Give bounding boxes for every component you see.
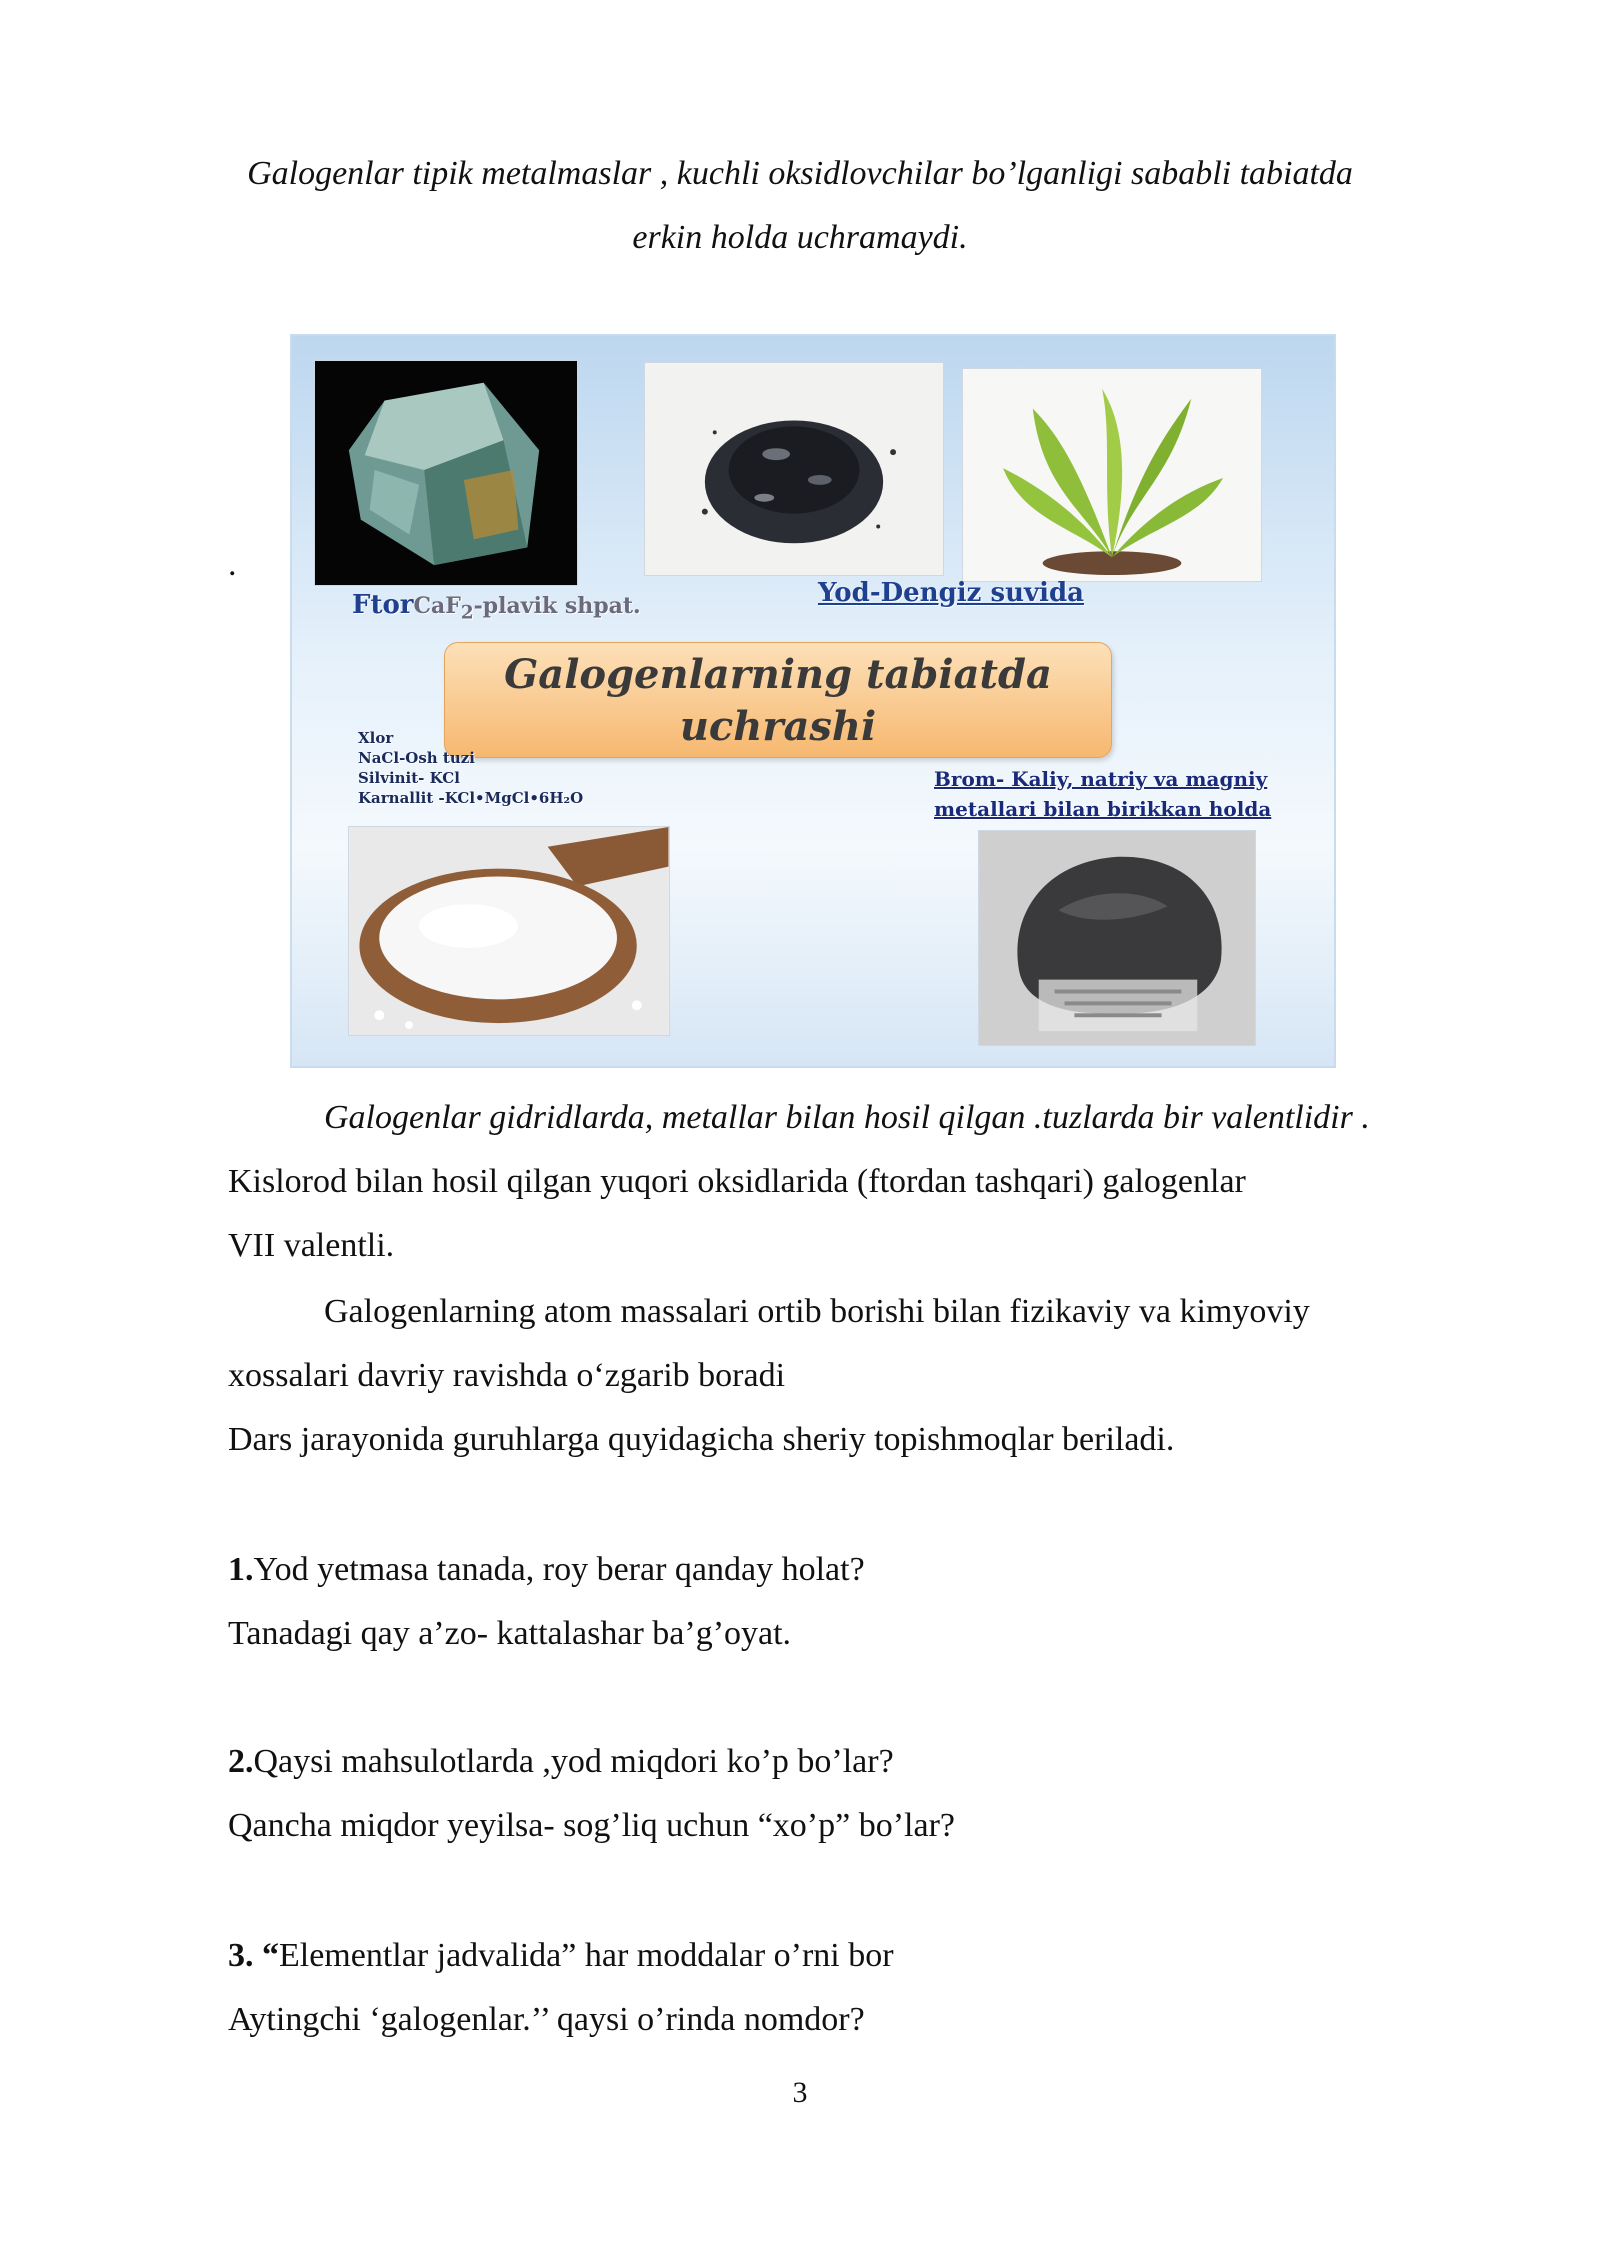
salt-spoon-icon: [349, 827, 669, 1035]
bromine-mineral-photo: [978, 830, 1256, 1046]
paragraph-2-line-2: xossalari davriy ravishda o‘zgarib boradi: [228, 1357, 786, 1394]
intro-line-1: Galogenlar tipik metalmaslar , kuchli oksidlovchilar bo’lganligi sababli tabiatda: [247, 155, 1353, 192]
bromine-rock-icon: [979, 831, 1255, 1045]
paragraph-1-line-3: VII valentli.: [228, 1227, 395, 1264]
xlor-line: Xlor: [358, 729, 394, 747]
riddle-2-line-1: 2.Qaysi mahsulotlarda ,yod miqdori ko’p bo’lar?: [228, 1743, 894, 1780]
xlor-line: Karnallit -KCl•MgCl•6H₂O: [358, 789, 584, 807]
paragraph-1-line-2: Kislorod bilan hosil qilgan yuqori oksidlarida (ftordan tashqari) galogenlar: [228, 1163, 1246, 1200]
salt-spoon-photo: [348, 826, 670, 1036]
brom-label: [934, 764, 1271, 824]
seaweed-icon: [963, 369, 1261, 581]
iodine-pile-icon: [645, 363, 943, 575]
brom-line-1: Brom- Kaliy, natriy va magniy: [934, 767, 1268, 791]
fluorite-crystal-icon: [315, 361, 577, 585]
page-number: 3: [792, 2076, 808, 2109]
xlor-line: NaCl-Osh tuzi: [358, 749, 475, 767]
figure-title-line-2: uchrashi: [679, 703, 877, 750]
riddle-3-line-1: 3. “Elementlar jadvalida” har moddalar o’rni bor: [228, 1937, 894, 1974]
xlor-label: [358, 728, 583, 808]
figure-title-line-1: Galogenlarning tabiatda: [504, 651, 1052, 698]
paragraph-2-line-1: Galogenlarning atom massalari ortib borishi bilan fizikaviy va kimyoviy: [324, 1293, 1310, 1330]
brom-line-2: metallari bilan birikkan holda: [934, 797, 1272, 821]
paragraph-1-line-1: Galogenlar gidridlarda, metallar bilan hosil qilgan .tuzlarda bir valentlidir .: [324, 1099, 1370, 1136]
ftor-element: Ftor: [352, 590, 414, 620]
iodine-crystals-photo: [644, 362, 944, 576]
riddle-1-line-2: Tanadagi qay a’zo- kattalashar ba’g’oyat.: [228, 1615, 792, 1652]
paragraph-3-line-1: Dars jarayonida guruhlarga quyidagicha sheriy topishmoqlar beriladi.: [228, 1421, 1175, 1458]
ftor-mineral: CaF$_2$-plavik shpat.: [413, 593, 641, 624]
seaweed-photo: [962, 368, 1262, 582]
intro-line-2: erkin holda uchramaydi.: [632, 219, 968, 256]
fluorite-crystal-photo: [314, 360, 578, 586]
xlor-line: Silvinit- KCl: [358, 769, 460, 787]
riddle-1-line-1: 1.Yod yetmasa tanada, roy berar qanday holat?: [228, 1551, 865, 1588]
ftor-label: [352, 590, 641, 623]
yod-label: Yod-Dengiz suvida: [818, 578, 1085, 608]
stray-dot: .: [228, 546, 237, 583]
riddle-3-line-2: Aytingchi ‘galogenlar.’’ qaysi o’rinda nomdor?: [228, 2001, 865, 2038]
riddle-2-line-2: Qancha miqdor yeyilsa- sog’liq uchun “xo’p” bo’lar?: [228, 1807, 955, 1844]
halogens-in-nature-figure: [290, 334, 1336, 1068]
